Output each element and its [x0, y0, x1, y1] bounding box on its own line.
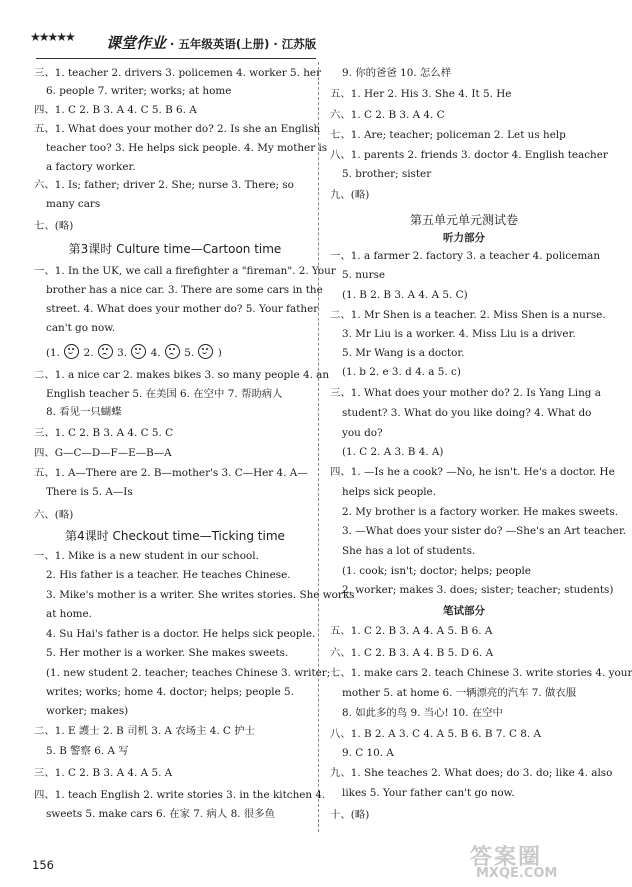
watermark: [466, 838, 594, 884]
answer-line: 八、1. B 2. A 3. C 4. A 5. B 6. B 7. C 8. A: [330, 728, 541, 740]
answer-line: helps sick people.: [342, 486, 437, 498]
answer-line: 6. people 7. writer; works; at home: [46, 85, 232, 97]
answer-line: 2. My brother is a factory worker. He makes sweets.: [342, 506, 619, 518]
sad-face-icon: [98, 344, 113, 359]
answer-line: brother has a nice car. 3. There are some cars in the: [46, 284, 323, 296]
answer-line: 七、(略): [34, 220, 74, 232]
answer-line: 二、1. Mr Shen is a teacher. 2. Miss Shen is a nurse.: [330, 309, 606, 321]
answer-line: 三、1. C 2. B 3. A 4. C 5. C: [34, 427, 174, 439]
page-number: 156: [32, 858, 54, 872]
answer-line: 五、1. What does your mother do? 2. Is she an English: [34, 123, 321, 135]
stars-icon: ★★★★★: [30, 30, 74, 44]
answer-line: at home.: [46, 608, 92, 620]
answer-line: 六、(略): [34, 509, 74, 521]
answer-line: 2. worker; makes 3. does; sister; teacher; students): [342, 584, 614, 596]
answer-text: 5.: [184, 347, 195, 359]
answer-line: 三、1. teacher 2. drivers 3. policemen 4. worker 5. her: [34, 67, 322, 79]
writing-part-title: 笔试部分: [443, 605, 485, 617]
answer-line: 8. 如此多的鸟 9. 当心! 10. 在空中: [342, 707, 503, 719]
answer-line: 一、1. a farmer 2. factory 3. a teacher 4. policeman: [330, 250, 601, 262]
answer-line: She has a lot of students.: [342, 545, 476, 557]
answer-line: 二、1. E 護士 2. B 司机 3. A 农场主 4. C 护士: [34, 725, 255, 737]
answer-line: 四、1. C 2. B 3. A 4. C 5. B 6. A: [34, 104, 197, 116]
lesson-3-title: 第3课时 Culture time—Cartoon time: [68, 242, 282, 256]
listening-part-title: 听力部分: [443, 232, 485, 244]
answer-line: you do?: [342, 427, 383, 439]
answer-line: 六、1. C 2. B 3. A 4. B 5. D 6. A: [330, 647, 494, 659]
book-subtitle: · 五年级英语(上册) · 江苏版: [170, 37, 317, 51]
answer-line: 八、1. parents 2. friends 3. doctor 4. English teacher: [330, 149, 608, 161]
answer-line: 六、1. Is; father; driver 2. She; nurse 3. There; so: [34, 179, 294, 191]
unit-5-test-title: 第五单元单元测试卷: [409, 213, 518, 227]
answer-line: can't go now.: [46, 322, 116, 334]
answer-line: (1. new student 2. teacher; teaches Chinese 3. writer;: [46, 667, 331, 679]
answer-line: student? 3. What do you like doing? 4. What do: [342, 407, 592, 419]
answer-line: writes; works; home 4. doctor; helps; people 5.: [46, 686, 294, 698]
answer-line: 二、1. a nice car 2. makes bikes 3. so many people 4. an: [34, 369, 330, 381]
answer-text: ): [217, 347, 222, 359]
column-divider: [318, 62, 319, 832]
answer-line: 5. nurse: [342, 269, 386, 281]
answer-line: 4. Su Hai's father is a doctor. He helps sick people.: [46, 628, 316, 640]
answer-line: 5. brother; sister: [342, 168, 432, 180]
answer-line: 四、1. teach English 2. write stories 3. in the kitchen 4.: [34, 789, 326, 801]
answer-line: 2. His father is a teacher. He teaches Chinese.: [46, 569, 291, 581]
answer-line: 五、1. A—There are 2. B—mother's 3. C—Her 4. A—: [34, 467, 308, 479]
answer-line: 五、1. C 2. B 3. A 4. A 5. B 6. A: [330, 625, 493, 637]
watermark-url: MXQE.COM: [476, 866, 558, 881]
answer-line: mother 5. at home 6. 一辆漂亮的汽车 7. 做衣服: [342, 687, 577, 699]
answer-line: 三、1. C 2. B 3. A 4. A 5. A: [34, 767, 173, 779]
answer-line: (1. C 2. A 3. B 4. A): [342, 446, 444, 458]
smile-face-icon: [131, 344, 146, 359]
answer-line: 九、(略): [330, 189, 370, 201]
answer-line: sweets 5. make cars 6. 在家 7. 病人 8. 很多鱼: [46, 808, 275, 820]
answer-line: 9. C 10. A: [342, 747, 394, 759]
answer-line: (1. b 2. e 3. d 4. a 5. c): [342, 366, 461, 378]
answer-line: 五、1. Her 2. His 3. She 4. It 5. He: [330, 88, 512, 100]
answer-line: There is 5. A—Is: [46, 486, 133, 498]
smile-face-icon: [198, 344, 213, 359]
answer-line: 四、1. —Is he a cook? —No, he isn't. He's a doctor. He: [330, 466, 615, 478]
answer-line: 七、1. make cars 2. teach Chinese 3. write stories 4. your: [330, 667, 632, 679]
answer-text: 3.: [117, 347, 128, 359]
answer-line: 9. 你的爸爸 10. 怎么样: [342, 67, 452, 79]
answer-line: English teacher 5. 在美国 6. 在空中 7. 帮助病人: [46, 388, 283, 400]
answer-line: 一、1. In the UK, we call a firefighter a "fireman". 2. Your: [34, 265, 336, 277]
smile-face-icon: [64, 344, 79, 359]
answer-line: worker; makes): [46, 705, 129, 717]
answer-line: likes 5. Your father can't go now.: [342, 787, 515, 799]
answer-line: 3. —What does your sister do? —She's an Art teacher.: [342, 525, 627, 537]
answer-line: (1. cook; isn't; doctor; helps; people: [342, 565, 531, 577]
answer-line: many cars: [46, 198, 101, 210]
answer-line: 5. Mr Wang is a doctor.: [342, 347, 465, 359]
answer-text: (1.: [46, 347, 60, 359]
answer-line: street. 4. What does your mother do? 5. Your father: [46, 303, 319, 315]
answer-line: 十、(略): [330, 809, 370, 821]
answer-line: 七、1. Are; teacher; policeman 2. Let us help: [330, 129, 566, 141]
answer-line: 一、1. Mike is a new student in our school.: [34, 550, 259, 562]
answer-line: 3. Mr Liu is a worker. 4. Miss Liu is a driver.: [342, 328, 576, 340]
answer-text: 4.: [150, 347, 161, 359]
answer-line: a factory worker.: [46, 161, 136, 173]
answer-line: 六、1. C 2. B 3. A 4. C: [330, 109, 445, 121]
answer-line: 8. 看见一只蝴蝶: [46, 406, 122, 418]
book-logo: 课堂作业: [106, 34, 167, 52]
answer-line: teacher too? 3. He helps sick people. 4. My mother is: [46, 142, 328, 154]
sad-face-icon: [165, 344, 180, 359]
answer-line: 九、1. She teaches 2. What does; do 3. do; like 4. also: [330, 767, 613, 779]
answer-line: (1. B 2. B 3. A 4. A 5. C): [342, 289, 468, 301]
answer-line: 5. B 警察 6. A 写: [46, 745, 129, 757]
answer-text: 2.: [83, 347, 94, 359]
answer-line: 3. Mike's mother is a writer. She writes stories. She works: [46, 589, 355, 601]
lesson-4-title: 第4课时 Checkout time—Ticking time: [65, 529, 285, 543]
watermark-title: 答案圈: [470, 845, 543, 870]
right-column: [330, 0, 632, 887]
answer-line: 三、1. What does your mother do? 2. Is Yang Ling a: [330, 387, 601, 399]
answer-line: 四、G—C—D—F—E—B—A: [34, 447, 172, 459]
answer-line: 5. Her mother is a worker. She makes sweets.: [46, 647, 289, 659]
face-answers-line: [46, 344, 316, 358]
